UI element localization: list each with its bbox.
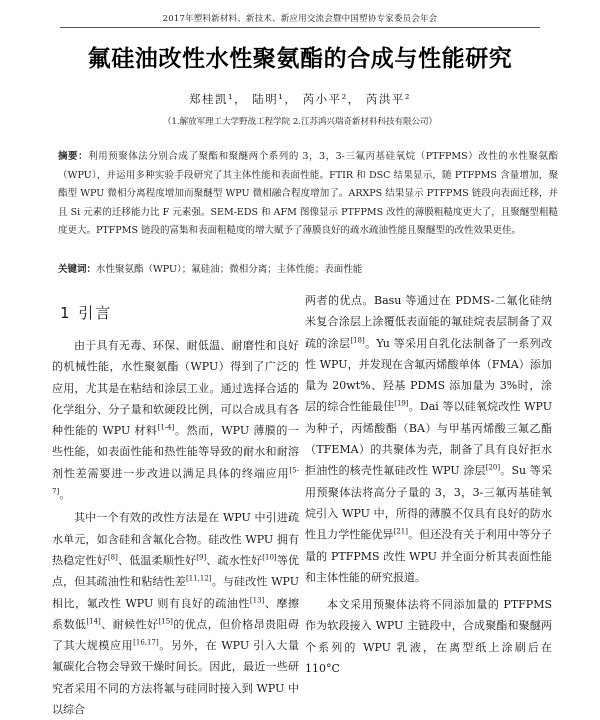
paragraph-text: 。Yu 等采用自乳化法制备了一系列改性 WPU，并发现在含氟丙烯酸单体（FMA）添加量为 20wt%、羟基 PDMS 添加量为 3%时，涂层的综合性能最佳	[305, 336, 553, 414]
paragraph-text: 、耐候性好	[100, 617, 159, 631]
paragraph-text: 、低温柔顺性好	[117, 553, 197, 567]
paragraph	[305, 594, 552, 679]
affiliation: （1.解放军理工大学野战工程学院 2.江苏鸿兴瑞奇新材料科技有限公司）	[163, 117, 437, 127]
column-left	[52, 302, 299, 720]
citation: [5-7]	[52, 466, 299, 496]
citation: [14]	[86, 617, 101, 626]
paragraph-text: 。但还没有关于利用中等分子量的 PTFPMS 改性 WPU 并全面分析其表面性能和主体性能的研究报道。	[305, 528, 553, 584]
paragraph	[305, 290, 552, 588]
paragraph-text: 本文采用预聚体法将不同添加量的 PTFPMS 作为软段接入 WPU 主链段中，合成聚酯和聚醚两个系列的 WPU 乳液，在离型纸上涂刷后在 110°C	[305, 598, 552, 676]
citation: [20]	[485, 463, 501, 472]
paragraph-text: 。另外，在 WPU 引入大量氟碳化合物会导致干燥时间长。因此，最近一些研究者采用不同的方法将氟与硅同时接入到 WPU 中以综合	[52, 639, 300, 717]
citation: [21]	[393, 527, 408, 536]
citation: [9]	[196, 553, 207, 562]
keywords-text: 水性聚氨酯（WPU）；氟硅油；微相分离；主体性能；表面性能	[96, 264, 363, 275]
paragraph	[52, 507, 299, 720]
paragraph-text: 。	[59, 488, 71, 502]
abstract	[58, 148, 558, 241]
keywords-label: 关键词：	[58, 264, 97, 275]
citation: [10]	[262, 553, 277, 562]
citation: [19]	[394, 399, 409, 408]
paragraph	[52, 335, 299, 505]
keywords	[58, 261, 558, 279]
paragraph-text: 。Dai 等以硅氧烷改性 WPU 为种子，丙烯酸酯（BA）与甲基丙烯酸三氟乙酯（TFEMA）的共聚体为壳，制备了具有良好拒水拒油性的核壳性氟硅改性 WPU 涂层	[305, 400, 552, 478]
running-header: 2017年塑料新材料、新技术、新应用交流会暨中国塑协专家委员会年会	[60, 12, 540, 28]
section-heading-introduction: 1 引言	[60, 304, 113, 322]
citation: [15]	[158, 617, 173, 626]
citation: [18]	[350, 335, 365, 344]
author-list: 郑桂凯¹， 陆明¹， 芮小平²， 芮洪平²	[189, 92, 411, 106]
abstract-text: 利用预聚体法分别合成了聚酯和聚醚两个系列的 3，3，3-三氟丙基硅氧烷（PTFPMS）改性的水性聚氨酯（WPU），并运用多种实验手段研究了其主体性能和表面性能。FTIR 和 DSC 结果显示，随 PTFPMS 含量增加，聚酯型 WPU 微相分离程度增加而聚醚型 WPU 微相融合程度增加了。ARXPS 结果显示 PTFPMS 链段向表面迁移，并且 Si 元素的迁移能力比 F 元素强。SEM-EDS 和 AFM 图像显示 PTFPMS 改性的薄膜粗糙度更大了，且聚醚型粗糙度更大。PTFPMS 链段的富集和表面粗糙度的增大赋予了薄膜良好的疏水疏油性能且聚醚型的改性效果更佳。	[58, 151, 558, 236]
paper-title: 氟硅油改性水性聚氨酯的合成与性能研究	[87, 46, 513, 72]
paragraph-text: 。Su 等采用预聚体法将高分子量的 3，3，3-三氟丙基硅氧烷引入 WPU 中，所得的薄膜不仅具有良好的防水性且力学性能优异	[305, 464, 552, 542]
column-right	[305, 290, 552, 679]
citation: [11,12]	[186, 574, 212, 583]
citation: [1-4]	[157, 423, 175, 432]
paragraph-text: 两者的优点。Basu 等通过在 PDMS-二氟化硅纳米复合涂层上涂覆低表面能的氟硅烷表层制备了双疏的涂层	[305, 294, 552, 350]
citation: [8]	[107, 553, 118, 562]
paragraph-text: 、摩擦系数低	[52, 596, 300, 631]
paragraph-text: 。与硅改性 WPU 相比，氟改性 WPU 则有良好的疏油性	[52, 575, 300, 610]
citation: [16,17]	[133, 638, 159, 647]
citation: [13]	[249, 595, 265, 604]
paragraph-text: 的优点，但价格昂贵阻碍了其大规模应用	[52, 617, 300, 653]
paragraph-text: 、疏水性好	[206, 553, 263, 567]
paragraph-text: 其中一个有效的改性方法是在 WPU 中引进疏水单元，如含硅和含氟化合物。硅改性 WPU 拥有热稳定性好	[52, 511, 299, 567]
abstract-label: 摘要：	[58, 151, 89, 162]
paragraph-text: 。然而，WPU 薄膜的一些性能，如表面性能和热性能等导致的耐水和耐溶剂性差需要进一步改进以满足具体的终端应用	[52, 424, 300, 480]
paragraph-text: 由于具有无毒、环保、耐低温、耐磨性和良好的机械性能，水性聚氨酯（WPU）得到了广泛的应用，尤其是在粘结和涂层工业。通过选择合适的化学组分、分子量和软硬段比例，可以合成具有各种性能的 WPU 材料	[52, 339, 299, 438]
paragraph-text: 等优点，但其疏油性和粘结性差	[52, 553, 300, 589]
